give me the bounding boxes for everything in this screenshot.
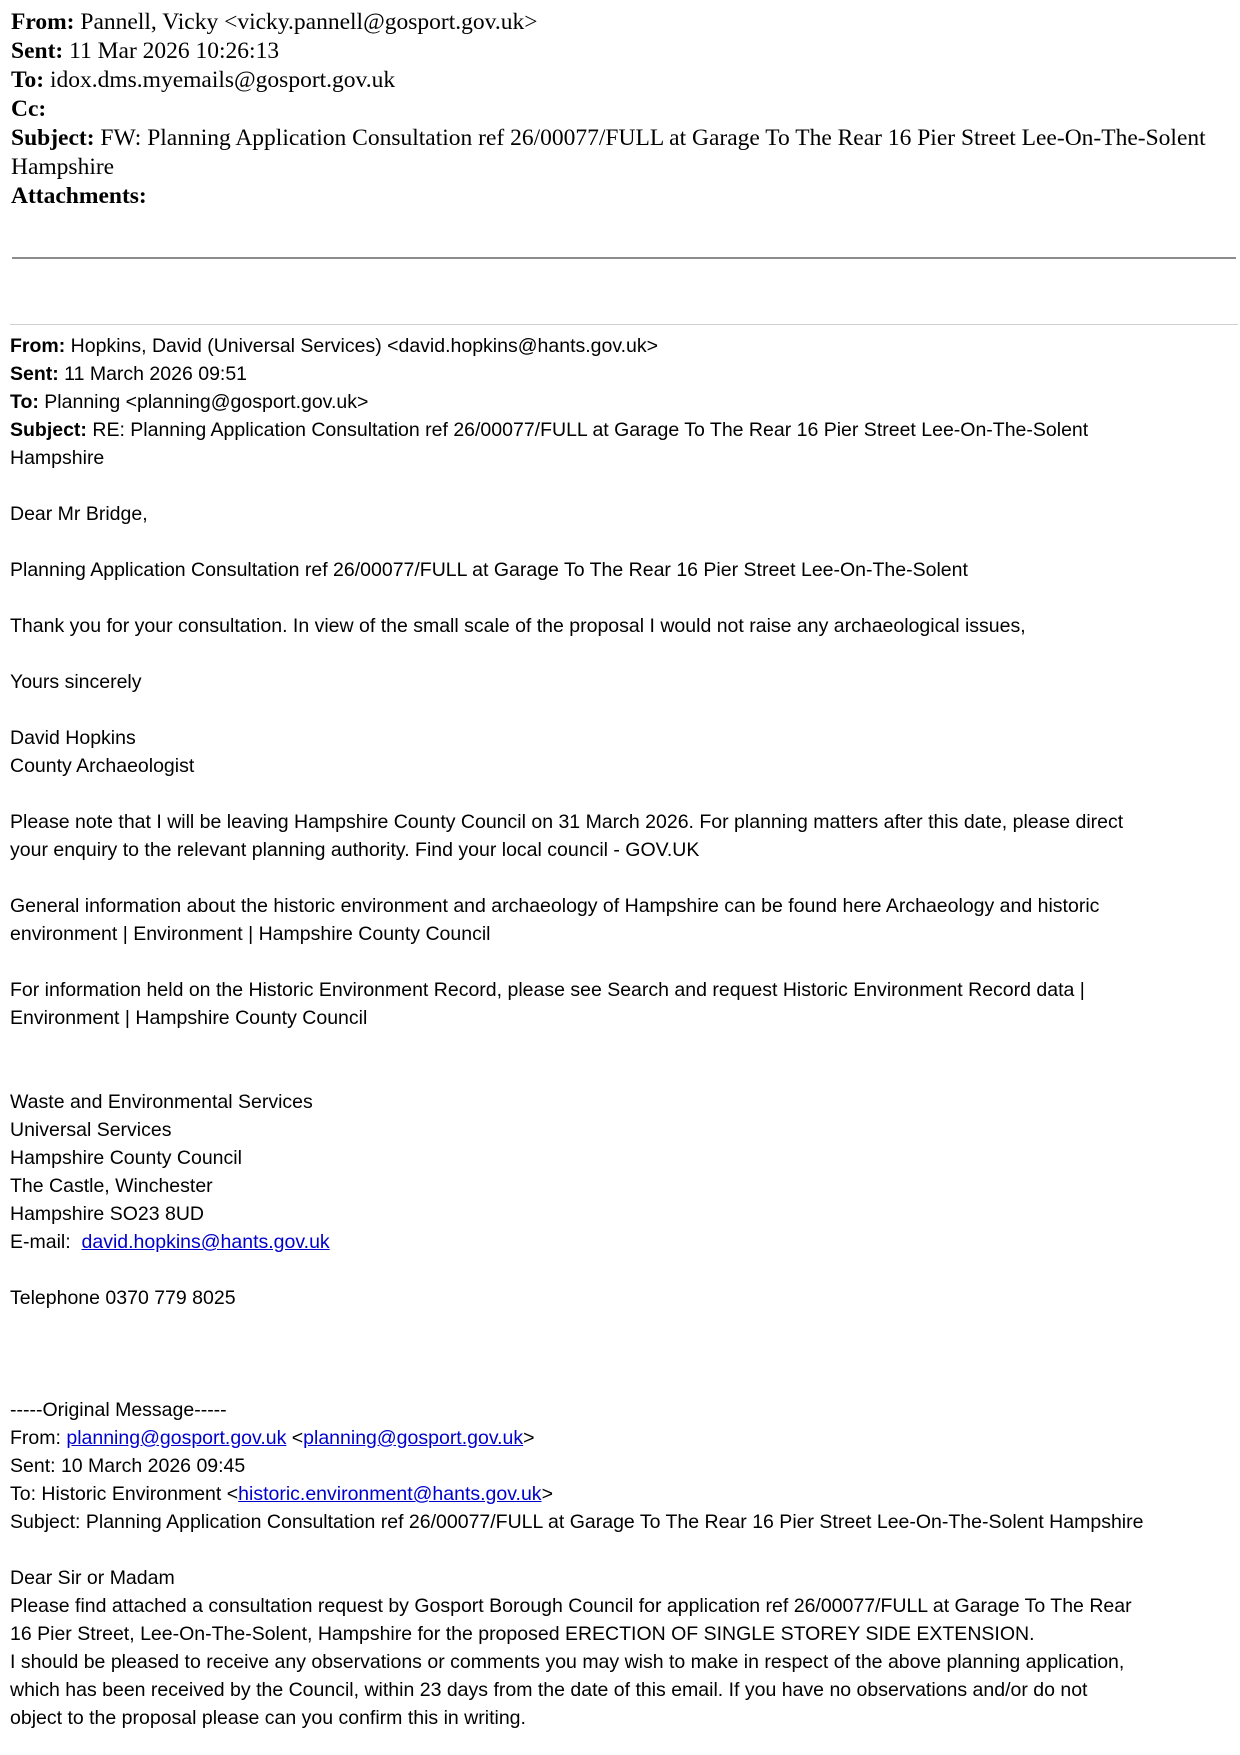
signature-telephone: Telephone 0370 779 8025 [10,1287,236,1309]
signature-email-link[interactable]: david.hopkins@hants.gov.uk [81,1231,330,1253]
original-body-line: Please find attached a consultation request by Gosport Borough Council for application ref 26/00077/FULL at Garage To The Rear [10,1595,1132,1617]
from-label: From: [11,9,75,35]
subject-value: FW: Planning Application Consultation ref 26/00077/FULL at Garage To The Rear 16 Pier Street Lee-On-The-Solent Hampshire [11,125,1206,180]
signature-title: County Archaeologist [10,755,195,777]
signature-address: The Castle, Winchester [10,1175,213,1197]
reply-subject-value: RE: Planning Application Consultation ref 26/00077/FULL at Garage To The Rear 16 Pier Street Lee-On-The-Solent [92,419,1089,441]
outer-email-header [11,8,1231,211]
reply-signoff: Yours sincerely [10,671,142,693]
header-divider [12,257,1236,259]
her-info-line: For information held on the Historic Environment Record, please see Search and request Historic Environment Record data | [10,979,1085,1001]
leaving-note-line: Please note that I will be leaving Hampshire County Council on 31 March 2026. For planning matters after this date, please direct [10,811,1124,833]
outer-sent-row [11,37,1231,66]
original-from-email-link[interactable]: planning@gosport.gov.uk [66,1427,287,1449]
attachments-label: Attachments: [11,183,147,209]
reply-to-row [10,388,1232,416]
to-label: To: [11,67,45,93]
original-to-label: To: Historic Environment < [10,1483,239,1505]
original-body-line: I should be pleased to receive any observations or comments you may wish to make in respect of the above planning application, [10,1651,1125,1673]
original-from-row: From: planning@gosport.gov.uk <planning@gosport.gov.uk> [10,1427,535,1449]
cc-label: Cc: [11,96,47,122]
reply-sent-row [10,360,1232,388]
outer-subject-row [11,124,1231,182]
signature-department: Waste and Environmental Services [10,1091,313,1113]
original-greeting: Dear Sir or Madam [10,1567,175,1589]
sent-value: 11 Mar 2026 10:26:13 [69,38,280,64]
outer-cc-row [11,95,1231,124]
reply-to-label: To: [10,391,39,413]
reply-sent-value: 11 March 2026 09:51 [64,363,248,385]
from-value: Pannell, Vicky <vicky.pannell@gosport.gov.uk> [80,9,538,35]
original-from-label: From: [10,1427,67,1449]
reply-from-label: From: [10,335,66,357]
signature-council: Hampshire County Council [10,1147,242,1169]
original-sent-row: Sent: 10 March 2026 09:45 [10,1455,246,1477]
outer-to-row [11,66,1231,95]
reply-subject-continuation: Hampshire [10,447,105,469]
reply-sent-label: Sent: [10,363,59,385]
reply-divider [10,324,1238,325]
original-body-line: 16 Pier Street, Lee-On-The-Solent, Hampshire for the proposed ERECTION OF SINGLE STOREY SIDE EXTENSION. [10,1623,1035,1645]
outer-from-row [11,8,1231,37]
reply-response-text: Thank you for your consultation. In view of the small scale of the proposal I would not raise any archaeological issues, [10,615,1026,637]
reply-reference-line: Planning Application Consultation ref 26/00077/FULL at Garage To The Rear 16 Pier Street Lee-On-The-Solent [10,559,968,581]
to-value: idox.dms.myemails@gosport.gov.uk [49,67,396,93]
subject-label: Subject: [11,125,95,151]
reply-to-value: Planning <planning@gosport.gov.uk> [44,391,369,413]
original-message-separator: -----Original Message----- [10,1399,227,1421]
general-info-line: environment | Environment | Hampshire County Council [10,923,491,945]
her-info-line: Environment | Hampshire County Council [10,1007,368,1029]
outer-attachments-row [11,182,1231,211]
signature-name: David Hopkins [10,727,136,749]
general-info-line: General information about the historic environment and archaeology of Hampshire can be found here Archaeology and historic [10,895,1100,917]
reply-from-row [10,332,1232,360]
reply-subject-row [10,416,1232,444]
signature-email-label: E-mail: [10,1231,82,1253]
original-subject-row: Subject: Planning Application Consultation ref 26/00077/FULL at Garage To The Rear 16 Pier Street Lee-On-The-Solent Hampshire [10,1511,1144,1533]
original-to-email-link[interactable]: historic.environment@hants.gov.uk [238,1483,542,1505]
signature-email-row [10,1228,1232,1256]
original-to-row: To: Historic Environment <historic.environment@hants.gov.uk> [10,1483,553,1505]
signature-unit: Universal Services [10,1119,172,1141]
signature-address: Hampshire SO23 8UD [10,1203,204,1225]
original-body-line: object to the proposal please can you confirm this in writing. [10,1707,526,1729]
reply-subject-label: Subject: [10,419,87,441]
original-from-email-link[interactable]: planning@gosport.gov.uk [303,1427,524,1449]
leaving-note-line: your enquiry to the relevant planning authority. Find your local council - GOV.UK [10,839,700,861]
email-body [10,332,1232,1732]
sent-label: Sent: [11,38,64,64]
reply-from-value: Hopkins, David (Universal Services) <david.hopkins@hants.gov.uk> [70,335,659,357]
reply-greeting: Dear Mr Bridge, [10,503,148,525]
original-body-line: which has been received by the Council, within 23 days from the date of this email. If you have no observations and/or do not [10,1679,1088,1701]
